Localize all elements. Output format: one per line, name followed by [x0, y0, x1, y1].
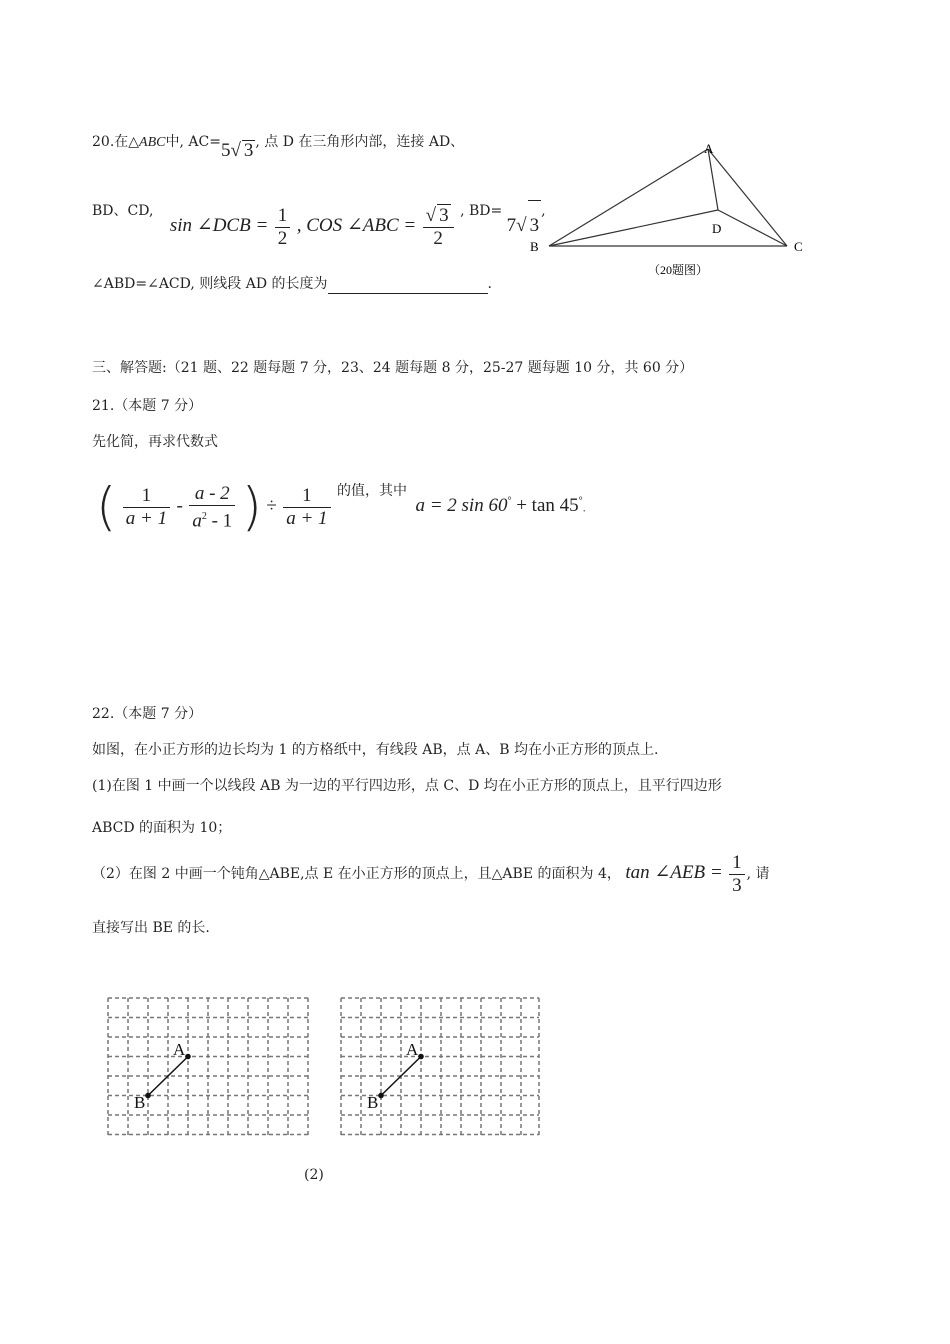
q20-cos-label: , COS ∠ABC =: [296, 215, 417, 236]
q20-bd-cd: BD、CD,: [92, 203, 154, 219]
grid2-point-a-label: A: [406, 1040, 419, 1059]
q20-bd-tail: ,: [541, 203, 546, 219]
grid-figure-1: [106, 996, 310, 1138]
q20-triangle-figure: [520, 135, 820, 285]
q21-text-mid: 的值，其中: [337, 483, 408, 499]
q20-line2: [92, 200, 546, 252]
grid-caption: (2): [304, 1167, 324, 1183]
grid2-point-b-label: B: [367, 1093, 379, 1112]
q21-fraction-2: $\frac{a - 2}{a^2 - 1}$: [189, 483, 235, 532]
q20-abc: ABC: [139, 135, 166, 150]
q21-end: .: [582, 503, 586, 515]
q20-text-end: , 点 D 在三角形内部，连接 AD、: [255, 134, 465, 150]
left-paren: (: [96, 477, 117, 538]
answer-blank[interactable]: [328, 277, 488, 294]
q20-bd-value: 7√ 3: [507, 215, 541, 236]
q20-cos-fraction: $\frac{√ 3}{2}$: [423, 204, 454, 250]
q21-minus: -: [176, 495, 183, 517]
grid-figure-2: [339, 996, 543, 1138]
q22-part2-end: , 请: [746, 866, 770, 882]
section3-title: 三、解答题:（21 题、22 题每题 7 分，23、24 题每题 8 分，25-27 题每题 10 分，共 60 分）: [92, 360, 694, 376]
vertex-c-label: C: [794, 239, 803, 254]
q21-divide: ÷: [266, 495, 277, 517]
q22-part2-text: （2）在图 2 中画一个钝角△ABE,点 E 在小正方形的顶点上，且△ABE 的面积为 4，: [92, 866, 621, 882]
q20-text-start: 20.在△: [92, 134, 140, 150]
q21-fraction-1: $\frac{1}{a + 1}$: [123, 485, 170, 530]
q22-part2-line1: [92, 848, 770, 899]
q21-instruction: 先化简，再求代数式: [92, 434, 218, 450]
right-paren: ): [241, 477, 262, 538]
grid1-point-a-label: A: [173, 1040, 186, 1059]
q22-part2-line2: 直接写出 BE 的长.: [92, 920, 210, 936]
q22-tan-label: tan ∠AEB =: [625, 862, 723, 883]
q21-a-expression: a = 2 sin 60° + tan 45°: [415, 495, 583, 517]
q21-expression: [96, 472, 586, 539]
q22-tan-fraction: $\frac{1}{3}$: [729, 852, 745, 897]
q20-sin-fraction: $\frac{1}{2}$: [275, 205, 291, 250]
q21-header: 21.（本题 7 分）: [92, 398, 203, 414]
q20-bd-label: , BD=: [460, 203, 503, 219]
q20-text-mid: 中, AC=: [165, 134, 221, 150]
q20-period: .: [487, 276, 492, 292]
q22-intro: 如图，在小正方形的边长均为 1 的方格纸中，有线段 AB，点 A、B 均在小正方形的顶点上.: [92, 742, 659, 758]
q22-part1-line2: ABCD 的面积为 10；: [92, 820, 232, 836]
grid1-point-b-label: B: [134, 1093, 146, 1112]
vertex-a-label: A: [704, 141, 714, 156]
q22-header: 22.（本题 7 分）: [92, 706, 203, 722]
q20-ac-value: 5√ 3: [220, 140, 254, 161]
q21-fraction-3: $\frac{1}{a + 1}$: [283, 485, 330, 530]
q20-question: ∠ABD=∠ACD, 则线段 AD 的长度为: [92, 276, 328, 292]
q22-part1-line1: (1)在图 1 中画一个以线段 AB 为一边的平行四边形，点 C、D 均在小正方形的顶点上，且平行四边形: [92, 778, 722, 794]
vertex-b-label: B: [530, 239, 539, 254]
q20-sin-label: sin ∠DCB =: [169, 215, 269, 236]
vertex-d-label: D: [712, 221, 722, 236]
q20-figure-caption: （20题图）: [648, 263, 709, 277]
q20-line3: [92, 274, 492, 294]
q20-line1: [92, 130, 465, 161]
